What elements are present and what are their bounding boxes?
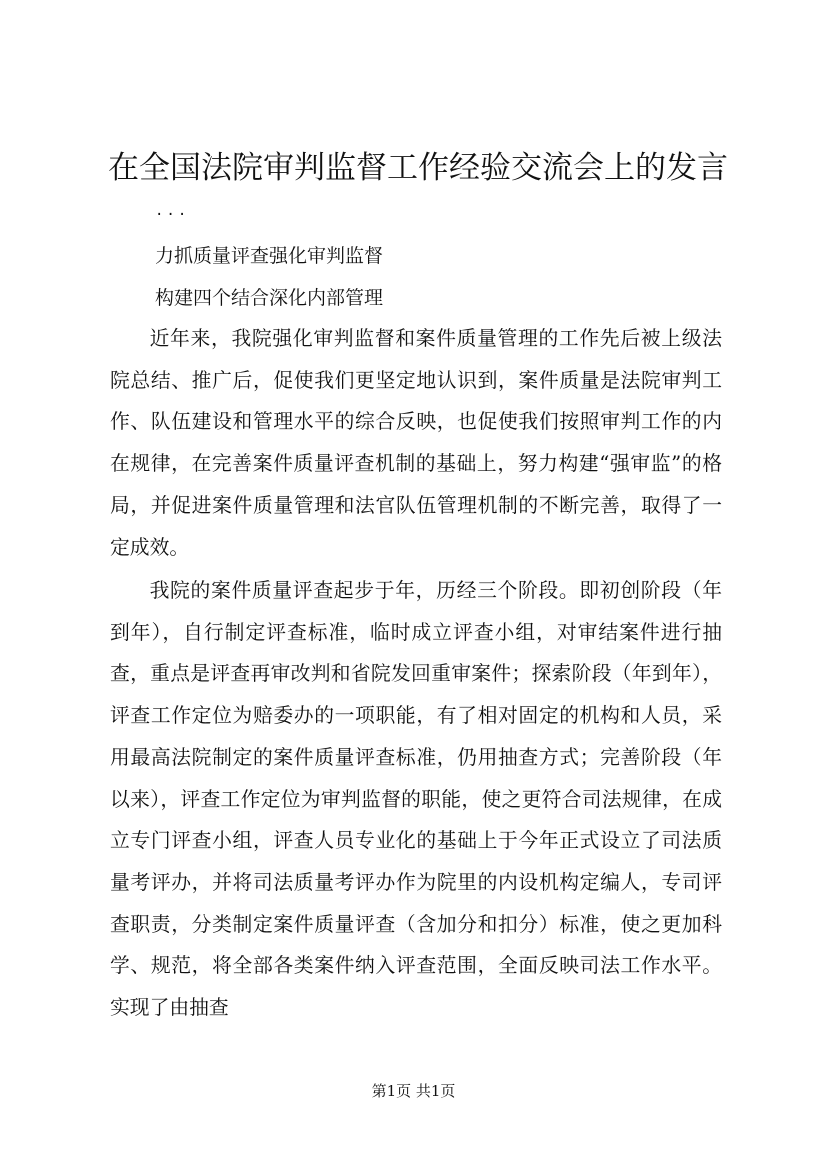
document-title: 在全国法院审判监督工作经验交流会上的发言 xyxy=(108,150,728,186)
body-paragraph: 近年来，我院强化审判监督和案件质量管理的工作先后被上级法院总结、推广后，促使我们更坚定地认识到，案件质量是法院审判工作、队伍建设和管理水平的综合反映，也促使我们按照审判工作的内在规律，在完善案件质量评查机制的基础上，努力构建“强审监”的格局，并促进案件质量管理和法官队伍管理机制的不断完善，取得了一定成效。 xyxy=(110,327,722,559)
subtitle-line-2: 构建四个结合深化内部管理 xyxy=(155,287,384,309)
page-footer: 第1页 共1页 xyxy=(371,1082,456,1100)
ellipsis-mark: ... xyxy=(155,203,190,219)
body-paragraph: 我院的案件质量评查起步于年，历经三个阶段。即初创阶段（年到年），自行制定评查标准，临时成立评查小组，对审结案件进行抽查，重点是评查再审改判和省院发回重审案件；探索阶段（年到年），评查工作定位为赔委办的一项职能，有了相对固定的机构和人员，采用最高法院制定的案件质量评查标准，仍用抽查方式；完善阶段（年以来），评查工作定位为审判监督的职能，使之更符合司法规律，在成立专门评查小组，评查人员专业化的基础上于今年正式设立了司法质量考评办，并将司法质量考评办作为院里的内设机构定编人，专司评查职责，分类制定案件质量评查（含加分和扣分）标准，使之更加科学、规范，将全部各类案件纳入评查范围，全面反映司法工作水平。实现了由抽查 xyxy=(110,579,722,1020)
subtitle-line-1: 力抓质量评查强化审判监督 xyxy=(155,245,384,267)
